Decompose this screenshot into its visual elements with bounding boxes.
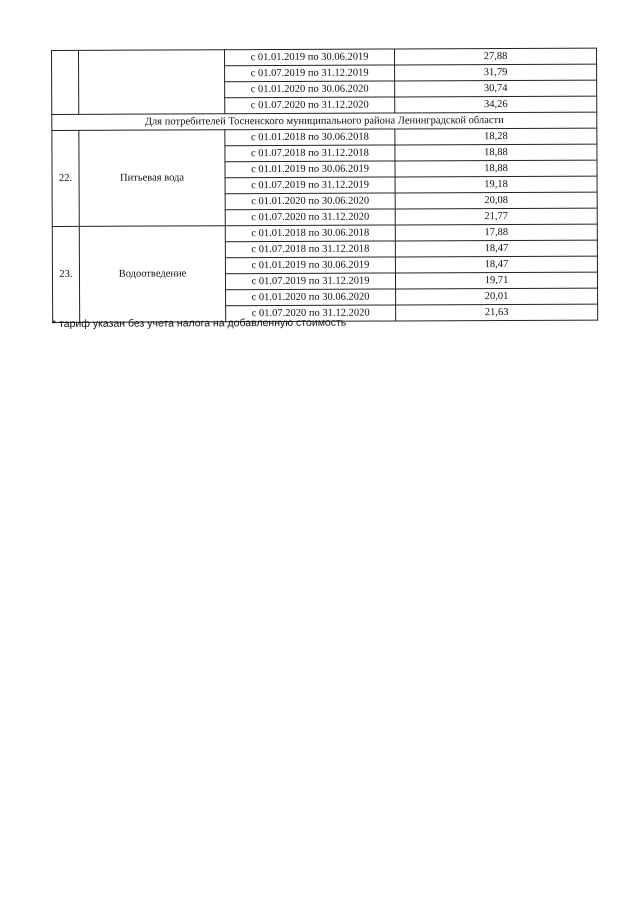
tariff-value-cell: 17,88 xyxy=(395,224,597,241)
tariff-value-cell: 18,28 xyxy=(395,128,597,145)
tariff-table xyxy=(51,48,598,323)
tariff-table-body xyxy=(52,48,598,322)
tariff-value-cell: 19,18 xyxy=(395,176,597,193)
item-name-cell: Питьевая вода xyxy=(79,130,225,227)
period-cell: с 01.07.2020 по 31.12.2020 xyxy=(226,305,396,322)
period-cell: с 01.07.2019 по 31.12.2019 xyxy=(225,65,395,82)
item-number-cell: 22. xyxy=(52,130,79,226)
tariff-value-cell: 18,47 xyxy=(395,240,597,257)
period-cell: с 01.01.2018 по 30.06.2018 xyxy=(225,129,395,146)
tariff-value-cell: 18,47 xyxy=(395,256,597,273)
period-cell: с 01.01.2019 по 30.06.2019 xyxy=(225,257,395,274)
tariff-value-cell: 27,88 xyxy=(394,48,596,65)
period-cell: с 01.01.2020 по 30.06.2020 xyxy=(225,81,395,98)
item-name-cell xyxy=(79,50,225,115)
period-cell: с 01.01.2020 по 30.06.2020 xyxy=(226,289,396,306)
tariff-value-cell: 31,79 xyxy=(395,64,597,81)
tariff-value-cell: 18,88 xyxy=(395,144,597,161)
vat-footnote: * тариф указан без учета налога на добавленную стоимость xyxy=(52,316,347,330)
period-cell: с 01.07.2018 по 31.12.2018 xyxy=(225,145,395,162)
period-cell: с 01.01.2019 по 30.06.2019 xyxy=(225,49,395,66)
item-name-cell: Водоотведение xyxy=(79,226,225,323)
item-number-cell: 23. xyxy=(52,226,79,322)
tariff-value-cell: 18,88 xyxy=(395,160,597,177)
item-number-cell xyxy=(52,50,79,114)
period-cell: с 01.07.2019 по 31.12.2019 xyxy=(225,177,395,194)
period-cell: с 01.07.2020 по 31.12.2020 xyxy=(225,209,395,226)
section-header: Для потребителей Тосненского муниципального района Ленинградской области xyxy=(52,112,597,130)
tariff-value-cell: 20,01 xyxy=(396,288,598,305)
tariff-value-cell: 21,77 xyxy=(395,208,597,225)
period-cell: с 01.07.2019 по 31.12.2019 xyxy=(225,273,395,290)
tariff-value-cell: 30,74 xyxy=(395,80,597,97)
period-cell: с 01.01.2019 по 30.06.2019 xyxy=(225,161,395,178)
period-cell: с 01.01.2018 по 30.06.2018 xyxy=(225,225,395,242)
tariff-value-cell: 21,63 xyxy=(396,304,598,321)
tariff-value-cell: 19,71 xyxy=(395,272,597,289)
period-cell: с 01.07.2018 по 31.12.2018 xyxy=(225,241,395,258)
period-cell: с 01.07.2020 по 31.12.2020 xyxy=(225,97,395,114)
tariff-value-cell: 20,08 xyxy=(395,192,597,209)
tariff-value-cell: 34,26 xyxy=(395,96,597,113)
period-cell: с 01.01.2020 по 30.06.2020 xyxy=(225,193,395,210)
